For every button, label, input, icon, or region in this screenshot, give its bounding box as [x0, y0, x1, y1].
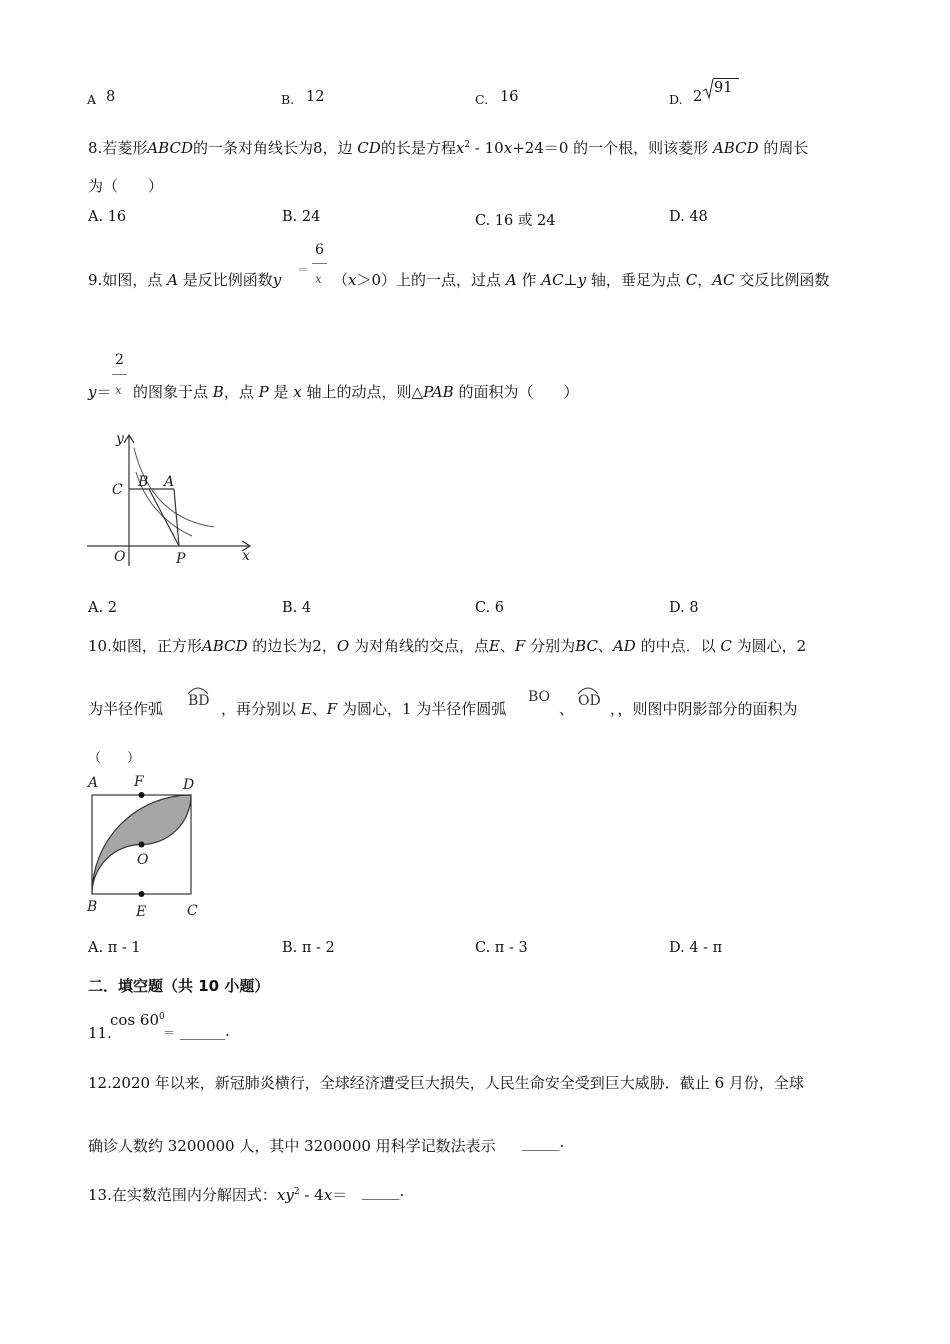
q10-arc-bo: BO [528, 689, 551, 705]
q13-line: 13.在实数范围内分解因式：$xy^2 - 4x=$ [88, 1186, 348, 1204]
q10-label-d: D [183, 777, 195, 793]
q9-frac2-numerator: 2 [115, 352, 124, 368]
q9-figure [82, 430, 257, 570]
q10-line2-c: ，，则图中阴影部分的面积为 [610, 700, 798, 718]
q9-label-a: A [164, 474, 175, 490]
q9-frac2-bar [112, 374, 127, 375]
q10-line2-b: ，再分别以 E、F 为圆心，1 为半径作圆弧 [221, 700, 507, 718]
q12-answer-blank[interactable]: _____. [522, 1133, 565, 1151]
q8-option-b: B. 24 [282, 209, 321, 225]
q9-line2-a: y＝ [88, 383, 112, 401]
q10-option-b: B. π - 2 [282, 940, 335, 956]
q8-line1: 8.若菱形ABCD的一条对角线长为8，边 CD的长是方程$x^2 - 10x+24=0$ 的一个根，则该菱形 ABCD 的周长 [88, 139, 809, 157]
q7-option-a-letter: A [87, 92, 97, 107]
q9-option-a: A. 2 [88, 600, 117, 616]
q9-option-d: D. 8 [669, 600, 699, 616]
q8-line2: 为（ ） [88, 177, 164, 195]
q10-arc-bd: BD [188, 693, 210, 709]
q13-answer-blank[interactable]: _____. [362, 1182, 405, 1200]
q9-frac1-bar [312, 263, 327, 264]
q7-option-b-value: 12 [306, 89, 325, 105]
radical-overline [713, 78, 739, 79]
q10-arc-od: OD [578, 693, 601, 709]
q9-option-c: C. 6 [475, 600, 505, 616]
q10-label-o: O [137, 852, 149, 868]
q9-label-c: C [112, 482, 123, 498]
section-heading: 二．填空题（共 10 小题） [88, 977, 270, 995]
q7-option-d-radicand: 91 [714, 80, 733, 96]
q12-line2: 确诊人数约 3200000 人，其中 3200000 用科学记数法表示 [88, 1137, 496, 1155]
q10-point-f [139, 792, 145, 798]
q12-line1: 12.2020 年以来，新冠肺炎横行，全球经济遭受巨大损失，人民生命安全受到巨大威胁．截止 6 月份，全球 [88, 1074, 804, 1092]
q9-label-o: O [114, 549, 126, 565]
radical-sign-icon [702, 78, 714, 100]
q11-expression: $\cos 60^0$ [110, 1011, 165, 1029]
q10-figure [84, 770, 209, 920]
q9-frac2-denominator: x [115, 383, 122, 397]
q9-label-y: y [116, 431, 124, 447]
q8-option-d: D. 48 [669, 209, 708, 225]
q9-label-x: x [242, 548, 250, 564]
q7-option-d-letter: D. [669, 92, 683, 107]
q10-line1: 10.如图，正方形ABCD 的边长为2，O 为对角线的交点，点E、F 分别为BC、AD 的中点．以 C 为圆心，2 [88, 637, 807, 655]
q10-label-c: C [187, 903, 198, 919]
q9-frac1-denominator: x [315, 272, 322, 286]
q9-label-p: P [176, 551, 186, 567]
q9-axes [87, 435, 250, 566]
q10-line2-a: 为半径作弧 [88, 700, 164, 718]
q10-label-f: F [134, 774, 144, 790]
q10-label-e: E [136, 904, 147, 920]
q10-point-e [139, 891, 145, 897]
q10-option-c: C. π - 3 [475, 940, 528, 956]
q9-line1-b: （x＞0）上的一点，过点 A 作 AC⊥y 轴，垂足为点 C，AC 交反比例函数 [333, 271, 830, 289]
q9-frac1-numerator: 6 [315, 242, 324, 258]
q7-option-a-value: 8 [106, 89, 116, 105]
q8-option-c: C. 16 或 24 [475, 213, 556, 229]
q10-line3: （ ） [88, 751, 141, 766]
q10-label-b: B [87, 899, 98, 915]
q11-number: 11. [88, 1024, 112, 1042]
q7-option-c-value: 16 [500, 89, 519, 105]
q9-option-b: B. 4 [282, 600, 312, 616]
q8-option-a: A. 16 [88, 209, 127, 225]
q9-label-b: B [138, 474, 149, 490]
q10-option-a: A. π - 1 [88, 940, 141, 956]
q11-answer-blank[interactable]: ______. [180, 1022, 230, 1040]
q9-line2-b: 的图象于点 B，点 P 是 x 轴上的动点，则△PAB 的面积为（ ） [133, 383, 579, 401]
q9-line1-a: 9.如图，点 A 是反比例函数y [88, 271, 282, 289]
q7-option-d-value: 2 [693, 89, 703, 105]
q11-equals: ＝ [163, 1026, 176, 1040]
q10-label-a: A [88, 775, 99, 791]
q10-point-o [139, 842, 145, 848]
q9-frac1-eq: ＝ [297, 263, 310, 277]
q7-option-c-letter: C. [475, 92, 489, 107]
q10-line2-sep: 、 [559, 700, 575, 718]
q10-option-d: D. 4 - π [669, 940, 723, 956]
q7-option-b-letter: B. [281, 92, 295, 107]
